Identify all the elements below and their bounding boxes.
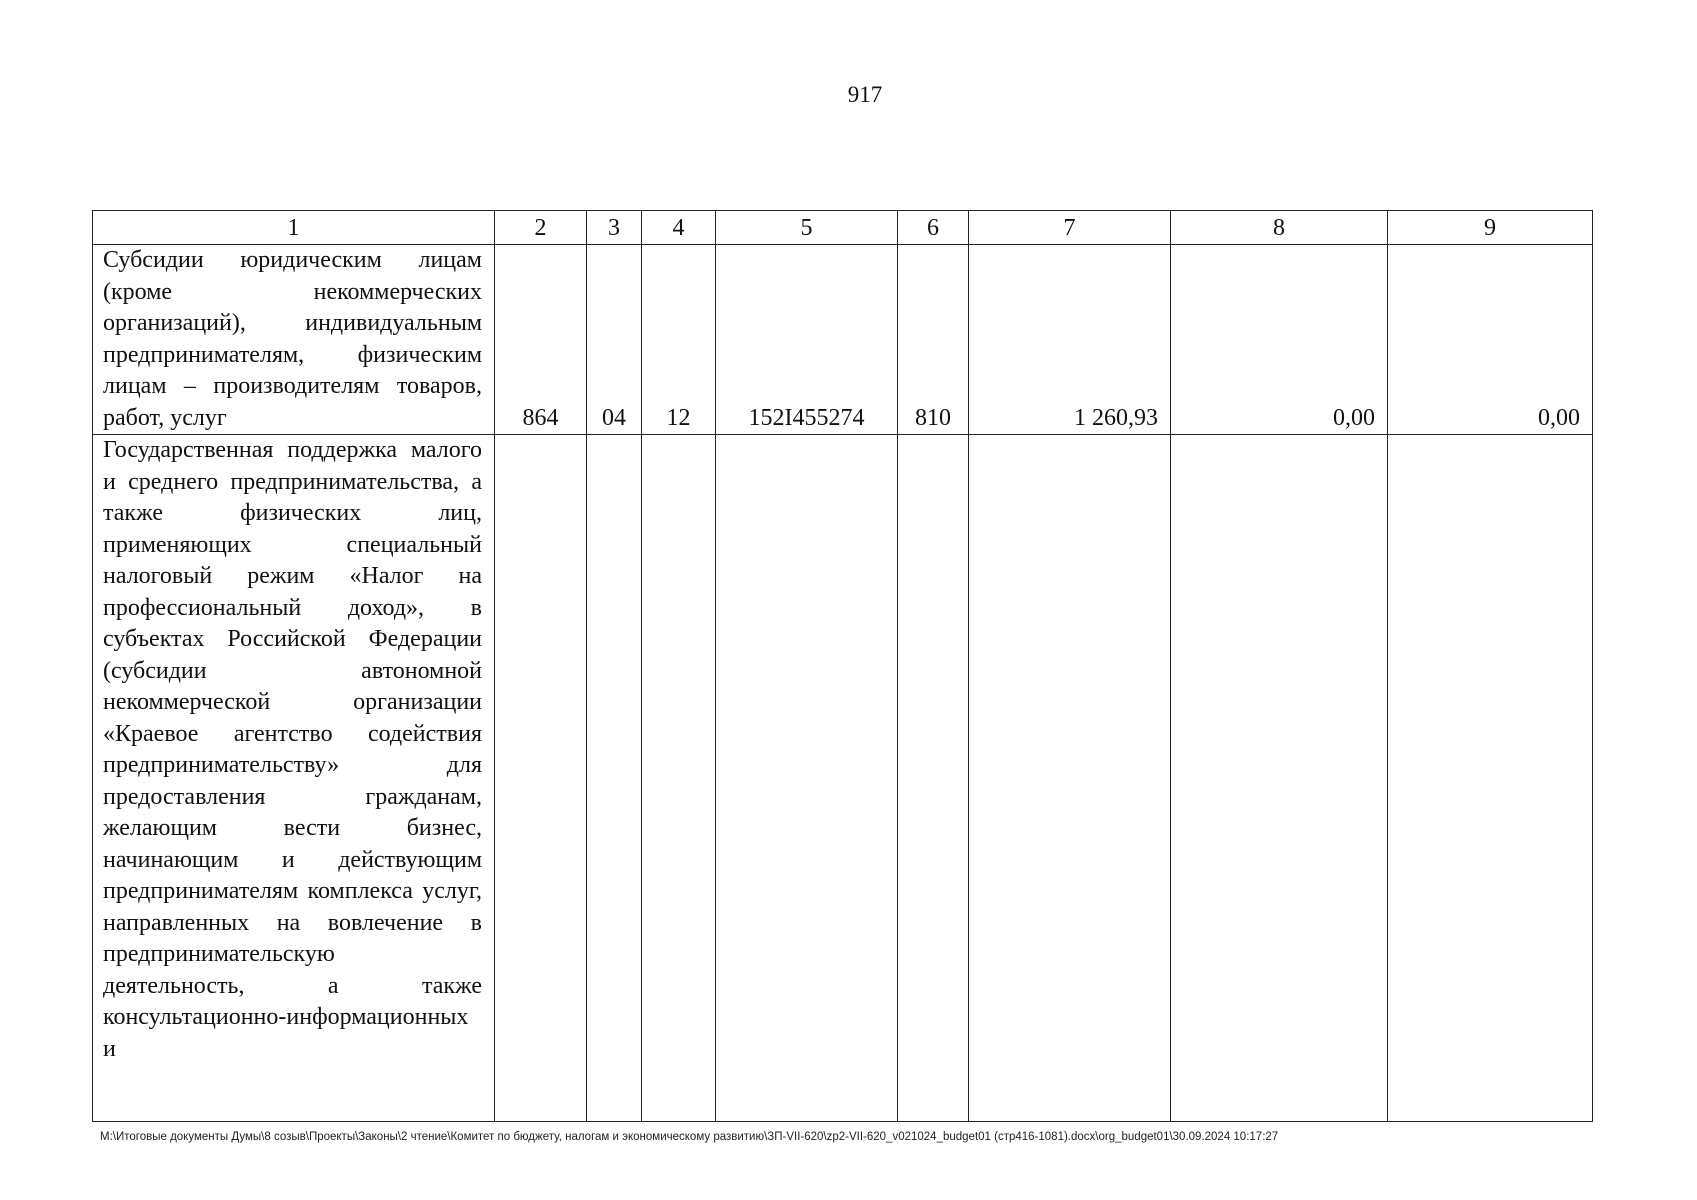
row-cell-col3: 04 (587, 245, 642, 435)
page-number: 917 (847, 82, 883, 107)
row-cell-col6: 810 (898, 245, 969, 435)
table-row (93, 435, 1593, 1122)
table-row (93, 245, 1593, 435)
row-cell-col2 (495, 435, 587, 1122)
row-cell-col4 (642, 435, 716, 1122)
row-name-cell: Субсидии юридическим лицам (кроме некоммерческих организаций), индивидуальным предпринимателям, физическим лицам – производителям товаров, работ, услуг (93, 245, 495, 435)
row-name-cell: Государственная поддержка малого и среднего предпринимательства, а также физических лиц, применяющих специальный налоговый режим «Налог на профессиональный доход», в субъектах Российской Федерации (субсидии автономной некоммерческой организации «Краевое агентство содействия предпринимательству» для предоставления гражданам, желающим вести бизнес, начинающим и действующим предпринимателям комплекса услуг, направленных на вовлечение в предпринимательскую деятельность, а также консультационно-информационных и (93, 435, 495, 1122)
row-cell-col4: 12 (642, 245, 716, 435)
header-cell-7: 7 (969, 211, 1171, 245)
header-cell-6: 6 (898, 211, 969, 245)
header-cell-5: 5 (716, 211, 898, 245)
table-header-row (93, 211, 1593, 245)
row-cell-col9 (1388, 435, 1593, 1122)
row-cell-col2: 864 (495, 245, 587, 435)
row-cell-col9: 0,00 (1388, 245, 1593, 435)
row-cell-col7 (969, 435, 1171, 1122)
file-path-footer: M:\Итоговые документы Думы\8 созыв\Проекты\Законы\2 чтение\Комитет по бюджету, налогам и экономическому развитию\ЗП-VII-620\zp2-VII-620_v021024_budget01 (стр416-1081).docx\org_budget01\30.09.2024 10:17:27 (100, 1131, 1279, 1143)
row-cell-col5 (716, 435, 898, 1122)
budget-table (92, 210, 1593, 1122)
row-cell-col7: 1 260,93 (969, 245, 1171, 435)
header-cell-8: 8 (1171, 211, 1388, 245)
header-cell-2: 2 (495, 211, 587, 245)
row-cell-col5: 152I455274 (716, 245, 898, 435)
header-cell-9: 9 (1388, 211, 1593, 245)
row-cell-col8 (1171, 435, 1388, 1122)
header-cell-4: 4 (642, 211, 716, 245)
header-cell-3: 3 (587, 211, 642, 245)
row-cell-col6 (898, 435, 969, 1122)
row-cell-col3 (587, 435, 642, 1122)
row-cell-col8: 0,00 (1171, 245, 1388, 435)
header-cell-1: 1 (93, 211, 495, 245)
